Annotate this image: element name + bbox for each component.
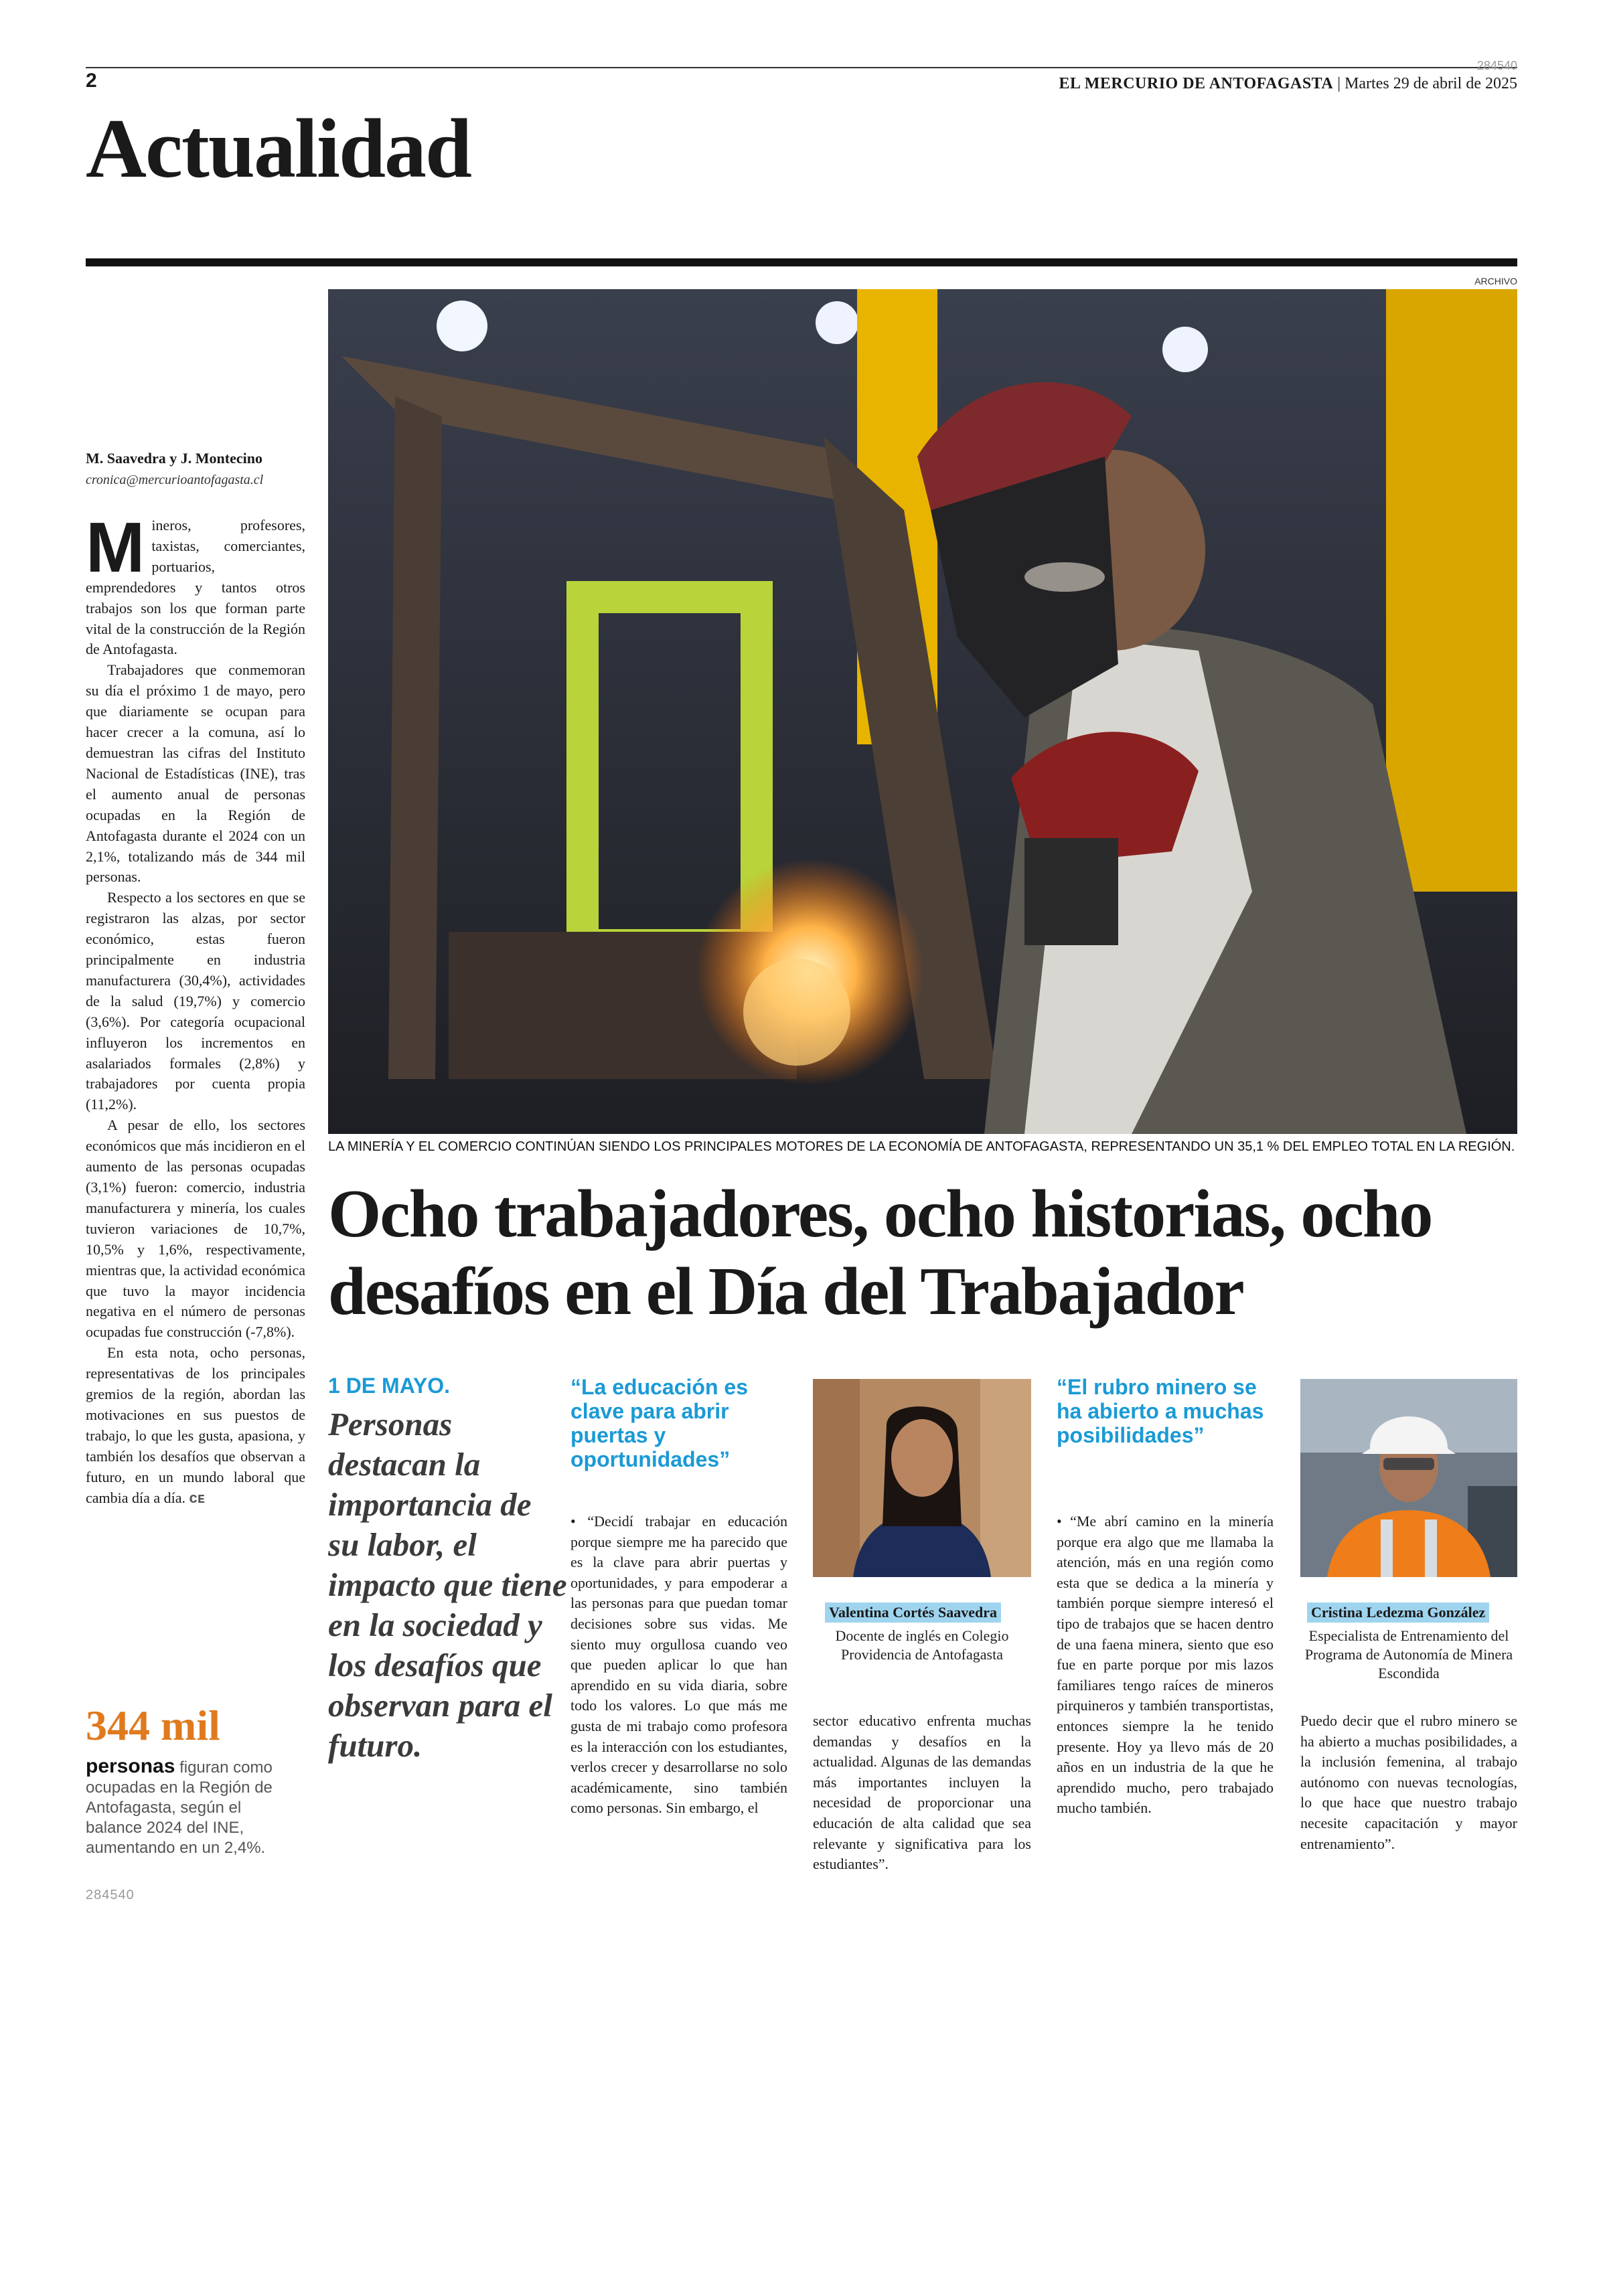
testimonial-1-name: Valentina Cortés Saavedra <box>825 1603 1001 1623</box>
article-body <box>86 508 305 1509</box>
testimonial-2-name: Cristina Ledezma González <box>1307 1603 1489 1623</box>
testimonial-2-body: • “Me abrí camino en la minería porque era algo que me llamaba la atención, más en una región como esta que se dedica a la minería y también porque siempre interesó el tipo de trabajos que se hacen dentro de una faena minera, siento que eso fue en parte porque por mis lazos familiares tengo raíces de mineros pirquineros y también transportistas, entonces siempre la he tenido presente. Hoy ya llevo más de 20 años en un industria de la que he aprendido mucho, pero trabajado mucho también. <box>1057 1513 1274 1817</box>
headline: Ocho trabajadores, ocho historias, ocho desafíos en el Día del Trabajador <box>328 1176 1432 1329</box>
article-paragraph-2: Trabajadores que conmemoran su día el próximo 1 de mayo, pero que diariamente se ocupan para hacer crecer a la comuna, así lo demuestran las cifras del Instituto Nacional de Estadísticas (INE), tras el aumento anual de personas ocupadas en la Región de Antofagasta durante el 2024 con un 2,1%, totalizando más de 344 mil personas. <box>86 661 305 886</box>
photo-caption: LA MINERÍA Y EL COMERCIO CONTINÚAN SIENDO LOS PRINCIPALES MOTORES DE LA ECONOMÍA DE ANTOFAGASTA, REPRESENTANDO UN 35,1 % DEL EMPLEO TOTAL EN LA REGIÓN. <box>328 1139 1515 1154</box>
end-mark: ᴄᴇ <box>189 1489 205 1506</box>
testimonial-1-title: “La educación es clave para abrir puertas y oportunidades” <box>570 1375 748 1471</box>
footer-code: 284540 <box>86 1888 135 1902</box>
deck-kicker: 1 DE MAYO. <box>328 1374 450 1398</box>
photo-credit: ARCHIVO <box>1474 276 1517 286</box>
portrait-miner-illustration <box>1300 1379 1517 1577</box>
publication-name: EL MERCURIO DE ANTOFAGASTA <box>1059 75 1334 92</box>
testimonial-1-body-continued: sector educativo enfrenta muchas demandas y desafíos en la actualidad. Algunas de las demandas más importantes incluyen la necesidad de proporcionar una educación de alta calidad que sea relevante y significativa para los estudiantes”. <box>813 1712 1031 1873</box>
header-separator: | <box>1333 75 1345 92</box>
article-paragraph-5: En esta nota, ocho personas, representativas de los principales gremios de la región, abordan las motivaciones en sus puestos de trabajo, lo que les gusta, apasiona, y también los desafíos que observan a futuro, en un mundo laboral que cambia día a día. ᴄᴇ <box>86 1344 305 1506</box>
portrait-teacher <box>813 1379 1031 1577</box>
issue-date: Martes 29 de abril de 2025 <box>1345 75 1517 92</box>
article-paragraph-1: Mineros, profesores, taxistas, comerciantes, portuarios, emprendedores y tantos otros trabajos son los que forman parte vital de la construcción de la Región de Antofagasta. <box>86 508 305 658</box>
header-info <box>1059 75 1517 93</box>
stat-label: personas <box>86 1755 175 1777</box>
header-code: 284540 <box>1476 59 1517 72</box>
dropcap: M <box>86 508 145 587</box>
deck-text: Personas destacan la importancia de su labor, el impacto que tiene en la sociedad y los desafíos que observan para el futuro. <box>328 1406 567 1764</box>
top-rule <box>86 67 1517 68</box>
testimonial-2-body-continued: Puedo decir que el rubro minero se ha abierto a muchas posibilidades, a la inclusión femenina, al trabajo autónomo con nuevas tecnologías, lo que hace que nuestro trabajo necesite capacitación y mayor entrenamiento”. <box>1300 1712 1517 1852</box>
testimonial-1-role: Docente de inglés en Colegio Providencia de Antofagasta <box>835 1627 1009 1663</box>
page-number: 2 <box>86 70 97 92</box>
stat-text: personas figuran como ocupadas en la Región de Antofagasta, según el balance 2024 del INE, aumentando en un 2,4%. <box>86 1755 273 1857</box>
section-title: Actualidad <box>86 102 471 195</box>
testimonial-2-role: Especialista de Entrenamiento del Programa de Autonomía de Minera Escondida <box>1304 1627 1513 1682</box>
main-photo <box>328 289 1517 1134</box>
testimonial-2-title: “El rubro minero se ha abierto a muchas posibilidades” <box>1057 1375 1264 1447</box>
author-email[interactable]: cronica@mercurioantofagasta.cl <box>86 473 264 487</box>
portrait-teacher-illustration <box>813 1379 1031 1577</box>
testimonial-1-body: • “Decidí trabajar en educación porque siempre me ha parecido que es la clave para abrir puertas y oportunidades, y para empoderar a las personas para que puedan tomar decisiones sobre sus vidas. Me siento muy orgullosa cuando veo que pueden aplicar lo que han aprendido en su vida diaria, sobre todo los valores. Lo que más me gusta de mi trabajo como profesora es la interacción con los estudiantes, verlos crecer y desarrollarse no solo académicamente, sino también como personas. Sin embargo, el <box>570 1513 787 1817</box>
article-paragraph-4: A pesar de ello, los sectores económicos que más incidieron en el aumento de las personas ocupadas (3,1%) fueron: comercio, industria manufacturera y minería, los cuales tuvieron variaciones de 10,7%, 10,5% y 1,6%, respectivamente, mientras que, la actividad económica que tuvo la mayor incidencia negativa en el número de personas ocupadas fue construcción (-7,8%). <box>86 1117 305 1341</box>
portrait-miner <box>1300 1379 1517 1577</box>
article-paragraph-3: Respecto a los sectores en que se registraron las alzas, por sector económico, estas fueron principalmente en industria manufacturera (30,4%), actividades de la salud (19,7%) y comercio (3,6%). Por categoría ocupacional influyeron los incrementos en asalariados formales (2,8%) y trabajadores por cuenta propia (11,2%). <box>86 889 305 1113</box>
stat-value: 344 mil <box>86 1702 220 1749</box>
byline: M. Saavedra y J. Montecino <box>86 450 262 467</box>
welder-photo-illustration <box>328 289 1517 1134</box>
section-rule <box>86 258 1517 266</box>
